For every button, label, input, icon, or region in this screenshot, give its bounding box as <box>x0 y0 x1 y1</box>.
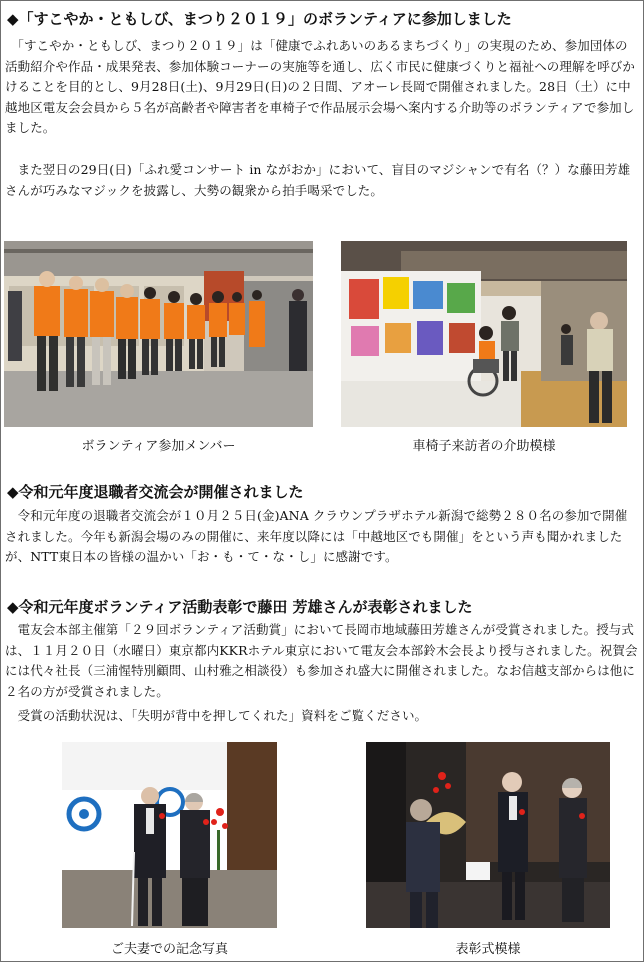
couple-commemorative-photo <box>62 742 277 928</box>
wheelchair-assistance-photo <box>341 241 627 427</box>
section3-title: ◆令和元年度ボランティア活動表彰で藤田 芳雄さんが表彰されました <box>7 598 473 616</box>
volunteer-members-caption: ボランティア参加メンバー <box>81 439 236 454</box>
section2-title: ◆令和元年度退職者交流会が開催されました <box>7 483 304 501</box>
section1-paragraph-2: また翌日の29日(日)「ふれ愛コンサート in ながおか」において、盲目のマジシャンで有名（？）な藤田芳雄さんが巧みなマジックを披露し、大勢の観衆から拍手喝采でした。 <box>5 162 631 198</box>
award-ceremony-photo <box>366 742 610 928</box>
couple-photo-caption: ご夫妻での記念写真 <box>110 942 228 957</box>
section2-paragraph: 令和元年度の退職者交流会が１０月２５日(金)ANA クラウンプラザホテル新潟で総勢２８０名の参加で開催されました。今年も新潟会場のみの開催に、来年度以降には「中越地区でも開催」をという声も聞かれましたが、NTT東日本の皆様の温かい「お・も・て・な・し」に感謝です。 <box>5 508 628 564</box>
section1-paragraph-1: 「すこやか・ともしび、まつり２０１９」は「健康でふれあいのあるまちづくり」の実現のため、参加団体の活動紹介や作品・成果発表、参加体験コーナーの実施等を通し、広く市民に健康づくりと福祉への理解を呼びかけることを目的とし、9月28日(土)、9月29日(日)の２日間、アオーレ長岡で開催されました。28日（土）に中越地区電友会会員から５名が高齢者や障害者を車椅子で作品展示会場へ案内する介助等のボランティアで参加しました。 <box>5 38 636 135</box>
section1-title: ◆「すこやか・ともしび、まつり２０１９」のボランティアに参加しました <box>7 10 512 28</box>
section3-paragraph-2: 受賞の活動状況は、「失明が背中を押してくれた」資料をご覧ください。 <box>5 708 428 723</box>
section3-paragraph-1: 電友会本部主催第「２９回ボランティア活動賞」において長岡市地域藤田芳雄さんが受賞されました。授与式は、１１月２０日（水曜日）東京都内KKRホテル東京において電友会本部鈴木会長より授与されました。祝賀会には代々社長（三浦惺特別顧問、山村雅之相談役）も参加され盛大に開催されました。なお信越支部からは他に２名の方が受賞されました。 <box>5 622 638 699</box>
wheelchair-assistance-caption: 車椅子来訪者の介助模様 <box>412 439 556 454</box>
volunteer-members-photo <box>4 241 313 427</box>
award-ceremony-caption: 表彰式模様 <box>455 942 521 957</box>
